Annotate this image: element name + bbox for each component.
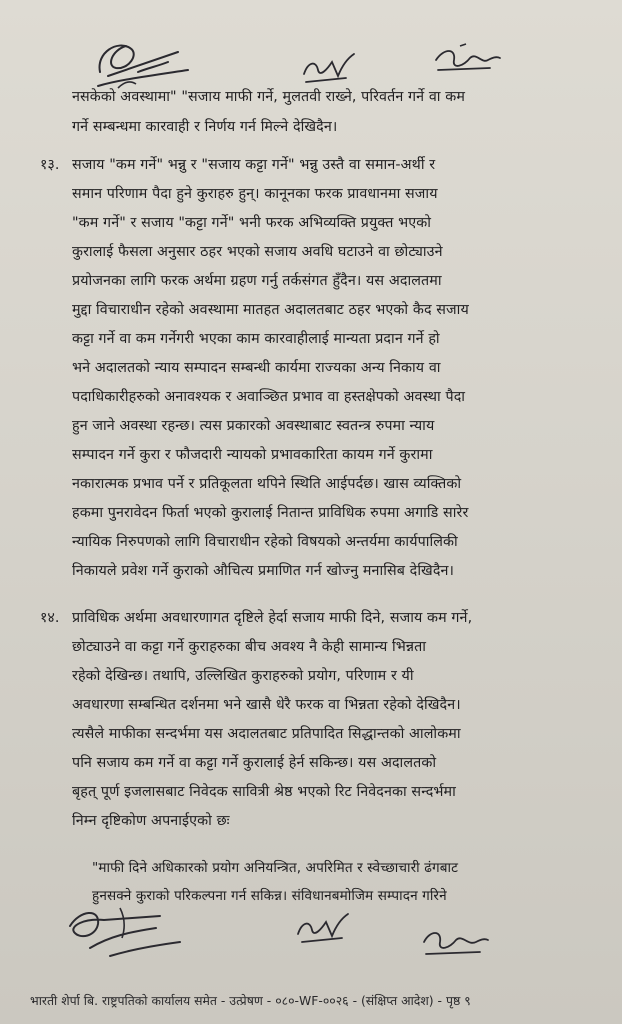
signature-bottom-right <box>418 920 490 964</box>
para14-line: प्राविधिक अर्थमा अवधारणागत दृष्टिले हेर्दा सजाय माफी दिने, सजाय कम गर्ने, <box>72 610 473 626</box>
signature-bottom-left <box>60 896 190 966</box>
quote-line: "माफी दिने अधिकारको प्रयोग अनियन्त्रित, अपरिमित र स्वेच्छाचारी ढंगबाट <box>92 860 459 876</box>
para13-line: प्रयोजनका लागि फरक अर्थमा ग्रहण गर्नु तर्कसंगत हुँदैन। यस अदालतमा <box>72 273 442 289</box>
para13-line: समान परिणाम पैदा हुने कुराहरु हुन्। कानूनका फरक प्रावधानमा सजाय <box>72 186 438 202</box>
para13-line: हकमा पुनरावेदन फिर्ता भएको कुरालाई नितान्त प्राविधिक रुपमा अगाडि सारेर <box>72 505 469 521</box>
signature-bottom-center <box>292 906 352 946</box>
para14-line: त्यसैले माफीका सन्दर्भमा यस अदालतबाट प्रतिपादित सिद्धान्तको आलोकमा <box>72 726 461 742</box>
page-footer: भारती शेर्पा बि. राष्ट्रपतिको कार्यालय समेत - उत्प्रेषण - ०८०-WF-००२६ - (संक्षिप्त आदेश) - पृष्ठ ९ <box>30 993 471 1008</box>
para14-line: रहेको देखिन्छ। तथापि, उल्लिखित कुराहरुको प्रयोग, परिणाम र यी <box>72 668 414 684</box>
signature-top-left <box>78 32 198 94</box>
para13-line: हुन जाने अवस्था रहन्छ। त्यस प्रकारको अवस्थाबाट स्वतन्त्र रुपमा न्याय <box>72 418 435 434</box>
para14-line: निम्न दृष्टिकोण अपनाईएको छः <box>72 813 230 829</box>
para13-line: पदाधिकारीहरुको अनावश्यक र अवाञ्छित प्रभाव वा हस्तक्षेपको अवस्था पैदा <box>72 389 466 405</box>
para14-line: पनि सजाय कम गर्ने वा कट्टा गर्ने कुरालाई हेर्न सकिन्छ। यस अदालतको <box>72 755 437 771</box>
para13-line: न्यायिक निरुपणको लागि विचाराधीन रहेको विषयको अन्तर्यमा कार्यपालिकी <box>72 534 458 550</box>
para13-line: कट्टा गर्ने वा कम गर्नेगरी भएका काम कारवाहीलाई मान्यता प्रदान गर्ने हो <box>72 331 440 347</box>
para14-line: बृहत् पूर्ण इजलासबाट निवेदक सावित्री श्रेष्ठ भएको रिट निवेदनका सन्दर्भमा <box>72 784 456 800</box>
paragraph-number-13: १३. <box>40 157 60 173</box>
para13-line: सम्पादन गर्ने कुरा र फौजदारी न्यायको प्रभावकारिता कायम गर्ने कुरामा <box>72 447 433 463</box>
para13-line: नकारात्मक प्रभाव पर्ने र प्रतिकूलता थपिने स्थिति आईपर्दछ। खास व्यक्तिको <box>72 476 462 492</box>
continuation-line: नसकेको अवस्थामा" "सजाय माफी गर्ने, मुलतवी राख्ने, परिवर्तन गर्ने वा कम <box>72 89 465 105</box>
para13-line: सजाय "कम गर्ने" भन्नु र "सजाय कट्टा गर्ने" भन्नु उस्तै वा समान-अर्थी र <box>72 157 436 173</box>
para14-line: छोट्याउने वा कट्टा गर्ने कुराहरुका बीच अवश्य नै केही सामान्य भिन्नता <box>72 639 427 655</box>
continuation-line: गर्ने सम्बन्धमा कारवाही र निर्णय गर्न मिल्ने देखिदैन। <box>72 119 338 135</box>
para13-line: मुद्दा विचाराधीन रहेको अवस्थामा मातहत अदालतबाट ठहर भएको कैद सजाय <box>72 302 469 318</box>
paragraph-number-14: १४. <box>40 610 60 626</box>
para13-line: "कम गर्ने" र सजाय "कट्टा गर्ने" भनी फरक अभिव्यक्ति प्रयुक्त भएको <box>72 215 432 231</box>
signature-top-right <box>430 40 502 82</box>
para13-line: भने अदालतको न्याय सम्पादन सम्बन्धी कार्यमा राज्यका अन्य निकाय वा <box>72 360 441 376</box>
para14-line: अवधारणा सम्बन्धित दर्शनमा भने खासै धेरै फरक वा भिन्नता रहेको देखिदैन। <box>72 697 461 713</box>
para13-line: कुरालाई फैसला अनुसार ठहर भएको सजाय अवधि घटाउने वा छोट्याउने <box>72 244 443 260</box>
para13-line: निकायले प्रवेश गर्ने कुराको औचित्य प्रमाणित गर्न खोज्नु मनासिब देखिदैन। <box>72 563 455 579</box>
quote-line: हुनसक्ने कुराको परिकल्पना गर्न सकिन्न। संविधानबमोजिम सम्पादन गरिने <box>92 888 447 904</box>
signature-top-center <box>298 48 358 88</box>
